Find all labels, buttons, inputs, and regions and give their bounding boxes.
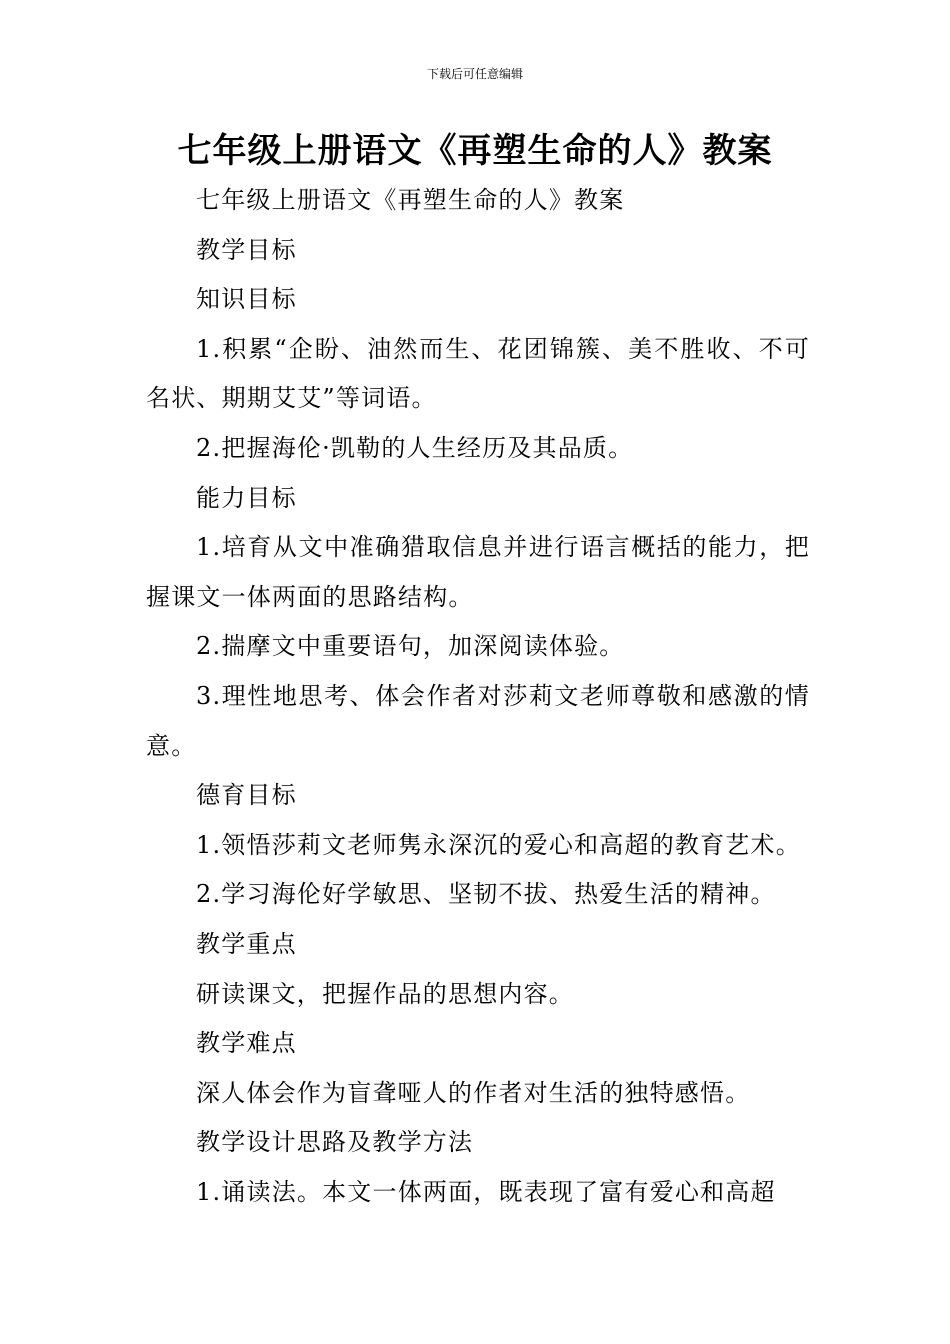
paragraph: 七年级上册语文《再塑生命的人》教案 (196, 186, 625, 214)
section-heading: 教学设计思路及教学方法 (196, 1128, 474, 1157)
header-note: 下载后可任意编辑 (426, 67, 523, 81)
document-title: 七年级上册语文《再塑生命的人》教案 (177, 131, 773, 171)
section-heading: 教学重点 (196, 929, 297, 958)
list-item: 2.揣摩文中重要语句，加深阅读体验。 (196, 632, 625, 661)
list-item: 2.把握海伦·凯勒的人生经历及其品质。 (196, 433, 634, 462)
list-item: 1.领悟莎莉文老师隽永深沉的爱心和高超的教育艺术。 (196, 830, 801, 859)
subsection-heading: 德育目标 (196, 781, 297, 810)
section-heading: 教学难点 (196, 1029, 297, 1058)
paragraph: 研读课文，把握作品的思想内容。 (196, 979, 574, 1008)
list-item: 1.培育从文中准确猎取信息并进行语言概括的能力，把握课文一体两面的思路结构。 (146, 533, 810, 611)
list-item: 2.学习海伦好学敏思、坚韧不拔、热爱生活的精神。 (196, 880, 776, 909)
list-item: 1.积累“企盼、油然而生、花团锦簇、美不胜收、不可名状、期期艾艾”等词语。 (146, 334, 810, 413)
paragraph: 深人体会作为盲聋哑人的作者对生活的独特感悟。 (196, 1078, 751, 1107)
list-item: 3.理性地思考、体会作者对莎莉文老师尊敬和感激的情意。 (146, 681, 810, 760)
list-item: 1.诵读法。本文一体两面，既表现了富有爱心和高超 (196, 1177, 776, 1206)
section-heading: 教学目标 (196, 235, 297, 264)
document-body (146, 176, 810, 1217)
subsection-heading: 知识目标 (196, 285, 297, 314)
subsection-heading: 能力目标 (196, 483, 297, 512)
